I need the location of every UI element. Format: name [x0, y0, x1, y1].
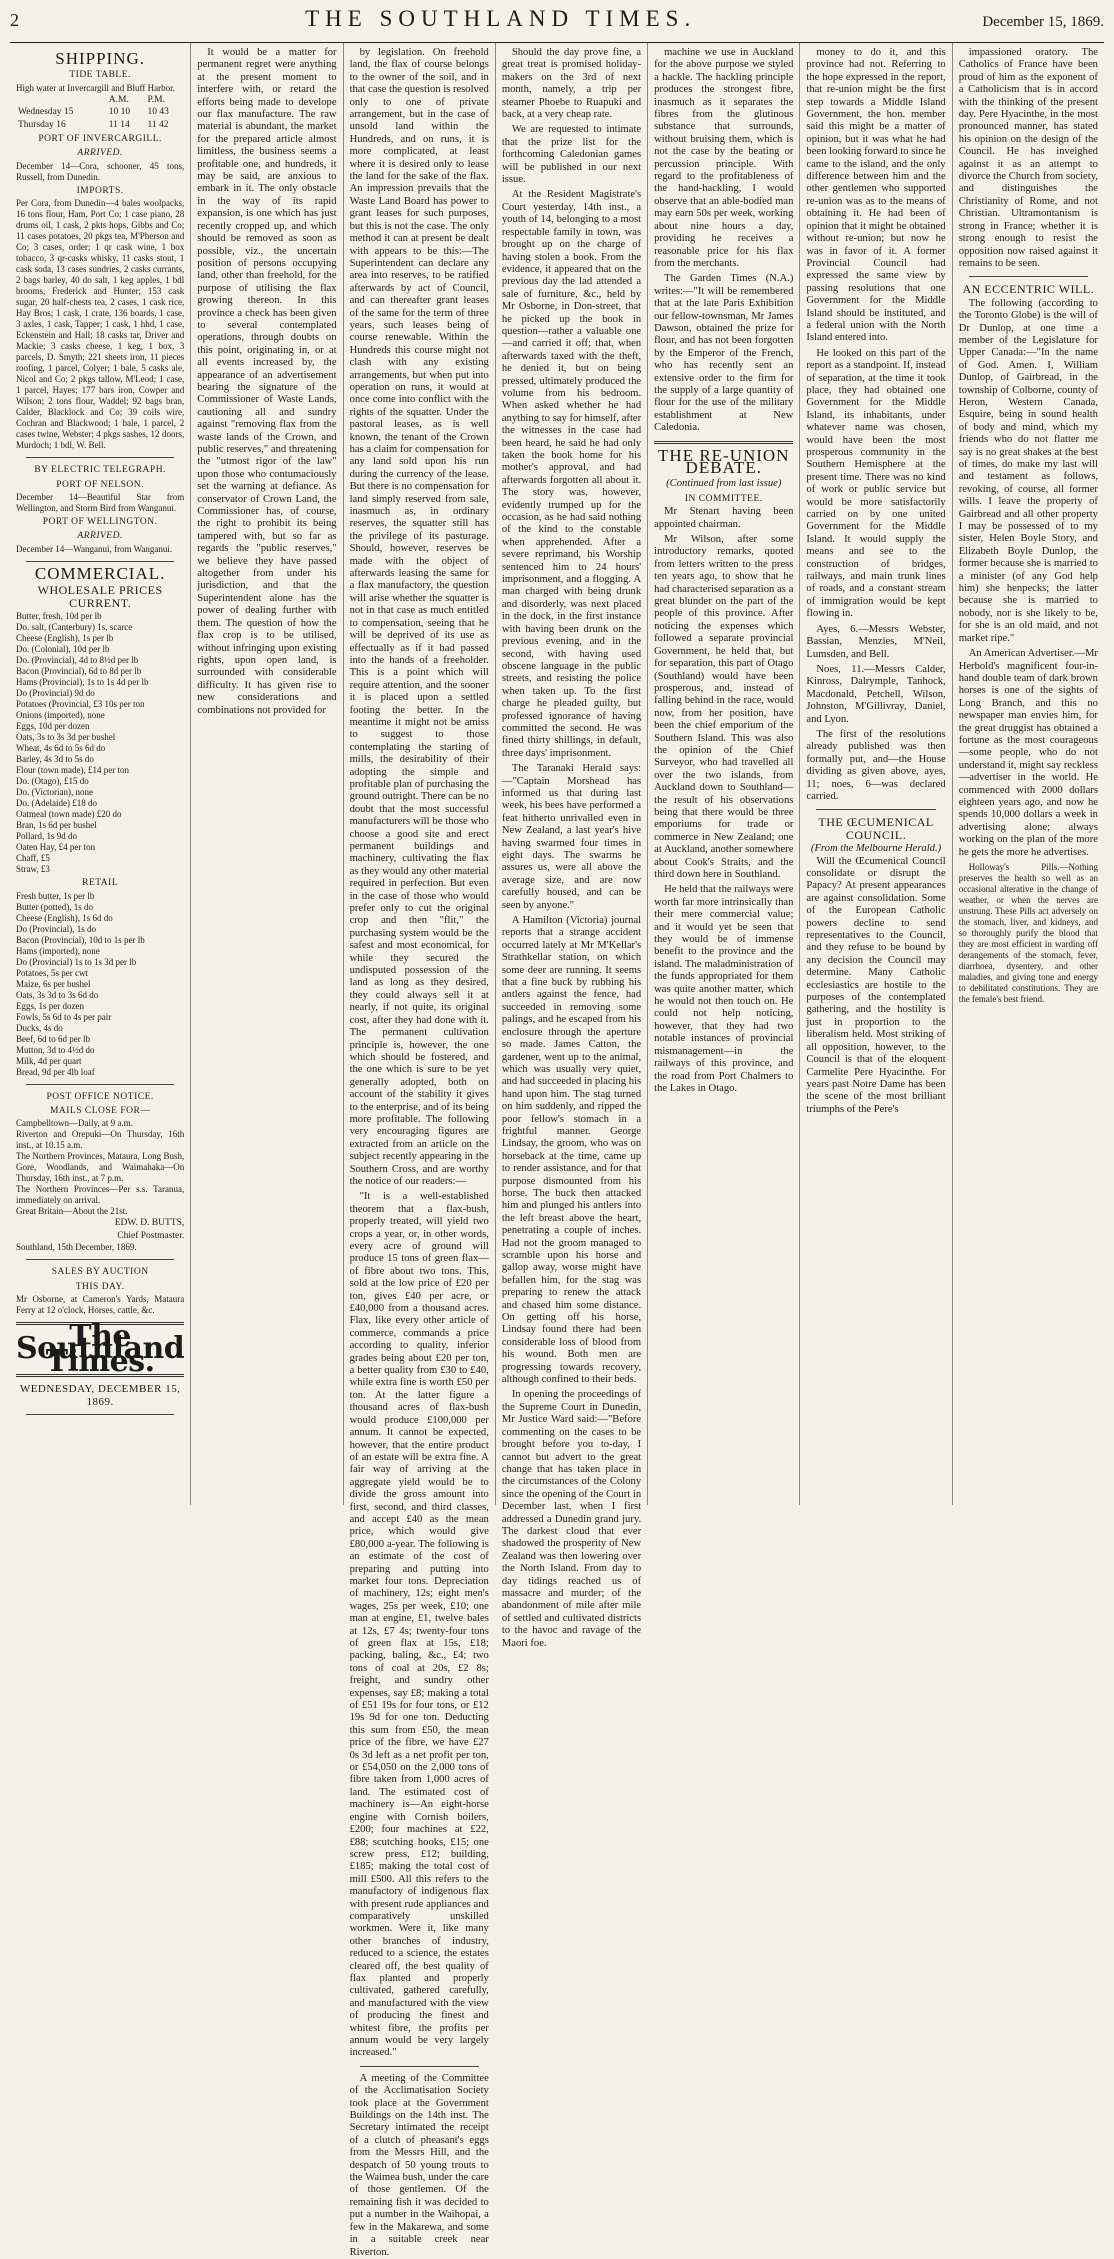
divider: [969, 276, 1088, 277]
table-cell: A.M.: [108, 94, 129, 105]
column-6: [800, 43, 952, 1505]
list-item: Milk, 4d per quart: [16, 1055, 82, 1066]
table-row: [16, 119, 184, 131]
list-item: Wheat, 4s 6d to 5s 6d do: [16, 743, 106, 754]
committee-heading: IN COMMITTEE.: [684, 493, 763, 504]
table-cell: 11 14: [108, 119, 130, 130]
list-item: Butter (potted), 1s do: [16, 901, 93, 912]
council-heading: THE ŒCUMENICAL COUNCIL.: [818, 815, 934, 842]
commercial-heading: COMMERCIAL.: [34, 563, 166, 583]
page-number: 2: [10, 10, 19, 30]
article-paragraph: Mr Wilson, after some introductory remarks, quoted from letters written to the press ten years ago, to show that he had characterised separation as a great blunder on the part of the people of this province. After noticing the expenses which followed a separate provincial Government, he held that, but for separation, this part of Otago (Southland) would have been prosperous, and, instead of falling behind in the race, would now, from her position, have been the chief emporium of the Southern Island. This was also the opinion of the Chief Surveyor, who had travelled all over the two islands, from Auckland down to Southland—the result of his observations being that there would be three emporiums for trade or commerce in New Zealand; one at Auckland, another somewhere about Cook's Straits, and the third down here in Southland.: [654, 534, 794, 880]
list-item: Fowls, 5s 6d to 4s per pair: [16, 1011, 112, 1022]
table-row: [16, 94, 184, 106]
post-subheading: MAILS CLOSE FOR—: [49, 1105, 151, 1116]
list-item: Beef, 6d to 6d per lb: [16, 1033, 90, 1044]
table-cell: 10 43: [147, 107, 169, 118]
list-item: Fresh butter, 1s per lb: [16, 890, 95, 901]
post-lines: [16, 1118, 184, 1217]
nelson-heading: PORT OF NELSON.: [56, 479, 145, 490]
table-cell: Thursday 16: [18, 119, 66, 130]
list-item: Oats, 3s 3d to 3s 6d do: [16, 989, 99, 1000]
sales-subheading: THIS DAY.: [75, 1281, 125, 1292]
list-item: Pollard, 1s 9d do: [16, 831, 78, 842]
article-paragraph: He held that the railways were worth far more intrinsically than their mere commercial value; and it would yet be seen that they would be of immense benefit to the province and the island. The maladministration of the funds appropriated for them was quite another matter, which he would not then touch on. He could not help noticing, however, that they had two notable instances of provincial mismanagement—in the railways of this province, and the road from Port Chalmers to the Lakes in Otago.: [654, 884, 794, 1094]
list-item: Hams (imported), none: [16, 945, 100, 956]
article-paragraph: It would be a matter for permanent regret were anything at the present moment to interfere with, or retard the efforts being made to develope our flax manufacture. The raw material is abundant, the market for the prepared article almost limitless, the business seems a profitable one, and hundreds, it may be said, are anxious to embark in it. The only obstacle in the way of its rapid expansion, is one which has just recently cropped up, and which should be removed as soon as possible, viz., the uncertain position of persons occupying land, other than freehold, for the purpose of utilising the flax growing thereon. In this province a check has been given to several contemplated operations, through doubts on this point, originating in, or at all events increased by, the appearance of an advertisement bearing the signature of the Commissioner of Waste Lands, cautioning all and sundry against "removing flax from the waste lands of the Crown, and public reserves," and threatening the "utmost rigor of the law" upon those who contumaciously set the warning at defiance. As conservator of Crown Land, the Commissioner has, of course, the right to prohibit its being tampered with, but so far as regards the "public reserves," we believe they have passed altogether from under his jurisdiction, and that the Superintendent alone has the power of dealing further with them. The question of how the flax crop is to be utilised, without infringing upon existing rights, upon open land, is surrounded with considerable difficulty. It has given rise to new considerations and combinations not provided for: [197, 47, 337, 716]
list-item: Eggs, 1s per dozen: [16, 1000, 84, 1011]
sales-text: Mr Osborne, at Cameron's Yards, Mataura Ferry at 12 o'clock, Horses, cattle, &c.: [16, 1293, 185, 1315]
port-heading: PORT OF INVERCARGILL.: [38, 134, 162, 145]
article-paragraph: Will the Œcumenical Council consolidate or disrupt the Papacy? At present appearances are against consolidation. Some of the European Catholic powers decline to send representatives to the Council, and they refuse to be bound by any decision the Council may determine. Many Catholic ecclesiastics are hostile to the purposes of the contemplated gathering, and the hostility is just in proportion to the liberalism held. Most striking of all opposition, however, to the Council is that of the eloquent Carmelite Pere Hyacinthe. For years past Notre Dame has been the scene of the most brilliant triumphs of the Pere's: [806, 855, 946, 1115]
list-item: Do (Provincial) 9d do: [16, 688, 95, 699]
continued-note: (Continued from last issue): [666, 478, 782, 490]
tide-table: [16, 94, 184, 131]
column-7: [953, 43, 1104, 1505]
list-item: Flour (town made), £14 per ton: [16, 765, 129, 776]
article-paragraph: Holloway's Pills.—Nothing preserves the health so well as an occasional alterative in the change of weather, or when the nerves are unstrung. These Pills act adversely on the stomach, liver, and kidneys, and so thoroughly purify the blood that they are most efficient in warding off derangements of the stomach, fever, diarrhoea, dysentery, and other maladies, and giving tone and energy to debilitated constitutions. They are the female's best friend.: [958, 862, 1098, 1004]
column-5: [648, 43, 800, 1505]
list-item: Potatoes, 5s per cwt: [16, 967, 88, 978]
list-item: Oatmeal (town made) £20 do: [16, 809, 122, 820]
column-1: [10, 43, 191, 1505]
table-cell: 10 10: [108, 107, 131, 118]
imports-heading: IMPORTS.: [76, 185, 124, 196]
page-header: [10, 0, 1104, 43]
list-item: Cheese (English), 1s 6d do: [16, 912, 113, 923]
article-paragraph: A meeting of the Committee of the Acclimatisation Society took place at the Government Buildings on the 14th inst. The Secretary intimated the receipt of a clutch of pheasant's eggs from the Messrs Hill, and the despatch of 50 young trouts to the Waimea bush, under the care of those gentlemen. Of the remaining fish it was decided to put a number in the Waihopai, a few in the Makarewa, and some in a suitable creek near Riverton.: [349, 2072, 489, 2258]
article-paragraph: The following (according to the Toronto Globe) is the will of Dr Dunlop, at one time a member of the Legislature for Upper Canada:—"In the name of God. Amen. I, William Dunlop, of Gairbread, in the township of Colborne, county of Heron, Western Canada, Esquire, being in sound health of body and mind, which my friends who do not flatter me say is no great shakes at the best of times, do make my last will and testament as follows, revoking, of course, all former wills. I leave the property of Gairbread and all other property I may be possessed of to my sister, Helen Boyle Story, and Elizabeth Boyle Dunlop, the former because she is married to a minister (of any God help him) she henpecks; the latter because she is married to nobody, nor is she likely to be, for she is an old maid, and not market ripe.": [958, 297, 1098, 644]
wellington-arrived: ARRIVED.: [77, 531, 123, 542]
page-date: December 15, 1869.: [982, 14, 1104, 30]
post-date: Southland, 15th December, 1869.: [16, 1242, 137, 1253]
arrival-text: December 14—Cora, schooner, 45 tons, Russell, from Dunedin.: [16, 160, 185, 182]
article-paragraph: In opening the proceedings of the Supreme Court in Dunedin, Mr Justice Ward said:—"Before commenting on the cases to be brought before you to-day, I cannot but advert to the great change that has taken place in the circumstances of the Colony since the opening of the Court in December last, when I first addressed a Dunedin grand jury. The darkest cloud that ever shadowed the prosperity of New Zealand was then lowering over the North Island. From day to day tidings reached us of massacre and murder; of the abandonment of mile after mile of settled and cultivated districts to the havoc and ravage of the Maori foe.: [501, 1389, 642, 1649]
tide-heading: TIDE TABLE.: [69, 70, 131, 81]
wholesale-list: [16, 611, 184, 875]
list-item: Do. (Victorian), none: [16, 787, 93, 798]
article-paragraph: impassioned oratory. The Catholics of France have been proud of him as the exponent of a Catholicism that is in accord with the thinking of the present day. Pere Hyacinthe, in the most pronounced manner, has stated his opinion on the design of the Council. He has inveighed against it as an attempt to divorce the Church from society, and distinguishes the Christianity of Rome, and not Christian. Ultramontanism is strong in France; whether it is strong enough to resist the opposition now raised against it remains to be seen.: [958, 47, 1098, 269]
postmaster-name: EDW. D. BUTTS,: [114, 1218, 185, 1229]
arrived-heading: ARRIVED.: [77, 148, 123, 159]
table-cell: P.M.: [147, 94, 165, 105]
article-paragraph: Should the day prove fine, a great treat is promised holiday-makers on the 3rd of next month, namely, a trip per steamer Phoebe to Ruapuki and back, at a very cheap rate.: [501, 47, 642, 121]
list-item: Oats, 3s to 3s 3d per bushel: [16, 732, 116, 743]
list-item: Butter, fresh, 10d per lb: [16, 611, 102, 622]
list-item: Hams (Provincial), 1s to 1s 4d per lb: [16, 677, 149, 688]
list-item: Oaten Hay, £4 per ton: [16, 842, 96, 853]
column-3: [344, 43, 496, 2258]
list-item: Campbelltown—Daily, at 9 a.m.: [16, 1118, 133, 1129]
list-item: Bacon (Provincial), 6d to 8d per lb: [16, 666, 142, 677]
divider: [26, 1414, 174, 1415]
list-item: Riverton and Orepuki—On Thursday, 16th inst., at 10.15 a.m.: [16, 1129, 185, 1151]
list-item: Mutton, 3d to 4½d do: [16, 1044, 95, 1055]
article-paragraph: money to do it, and this province had not. Referring to the hope expressed in the report, that re-union might be the first step towards a Middle Island Government, the hon. member said this might be a matter of opinion, but it was what he had been looking forward to since he came to the island, and the only difference between him and the other gentlemen who supported re-union was as to the means of obtaining it. He had been of opinion that it might be obtained without re-union; but now he was in favor of it. A former Provincial Council had expressed the same view by passing resolutions that one Government for the Middle Island should be instituted, and a federal union with the North Island entered into.: [806, 47, 946, 344]
list-item: Do. (Provincial), 4d to 8½d per lb: [16, 655, 139, 666]
article-paragraph: by legislation. On freehold land, the flax of course belongs to the owner of the soil, and in that case the question is resolved only to one of private arrangement, but in the case of unsold land within the Hundreds, and on runs, it is more complicated, at least where it is desired only to lease the land for the sake of the flax. An impression prevails that the Waste Land Board has power to grant leases for such purposes, but this is not the case. The only method it can at present be dealt with appears to be this:—The Superintendent can declare any area into reserves, to be ratified afterwards by act of Council, and can thereafter grant leases of the same for the term of three years, such leases being of course renewable. Within the Hundreds this course might not clash with any existing arrangements, but when put into operation on runs, it would at once come into conflict with the rights of the squatter. Under the pastoral leases, as is well known, the tenant of the Crown has a claim for compensation for any land sold upon his run during the currency of the lease. But there is no compensation for land simply reserved from sale, inasmuch as, in ordinary reserves, the squatter still has the privilege of its pasturage. Should, however, reserves be made with the object of afterwards leasing the same for a flax manufactory, the question will arise whether the squatter is not in that case as much entitled to compensation, seeing that he will be deprived of its use as effectually as if it had passed into the hands of a freeholder. This is a point which will require attention, and the sooner it is placed upon a settled footing the better. In the meantime it might not be amiss to suggest to those contemplating the starting of mills, the desirability of their adopting the simple and profitable plan of purchasing the ground outright. There can be no doubt that the most successful manufacturers will be those who choose a good site and erect permanent buildings and machinery, cultivating the flax as they would any other material required in perfection. But even in the case of those who would prefer only to cut the original crop and then "flit," the purchasing system would be the safest and most economical, for while they secured the undisputed possession of the land as long as they desired, they could always sell it at nearly, if not quite, its original cost, after they had done with it. The permanent cultivation principle is, however, the one which should be fostered, and the one which is sure to be yet generally adopted, both on account of the stability it gives to the enterprise, and of its being more profitable. The following very encouraging figures are extracted from an article on the subject recently appearing in the Southern Cross, and are worthy the notice of our readers:—: [349, 47, 489, 1187]
article-paragraph: The Taranaki Herald says:—"Captain Morshead has informed us that during last week, his bees have performed a feat hitherto unrivalled even in New Zealand, a last year's hive having swarmed four times in eight days. The swarms he assures us, were all above the average size, and are now carefully housed, and can be seen by anyone.": [501, 763, 642, 911]
list-item: Chaff, £5: [16, 853, 50, 864]
divider: [26, 1259, 174, 1260]
list-item: Do. salt, (Canterbury) 1s, scarce: [16, 622, 133, 633]
article-paragraph: machine we use in Auckland for the above purpose we styled a hackle. The hackling principle produces the strongest fibre, inasmuch as it separates the fibres from the glutinous substance that surrounds, without bruising them, which is not the case by the beating or percussion principle. With regard to the profitableness of the hand-hackling, I would observe that an able-bodied man may earn 50s per week, working about nine hours a day, providing he receives a reasonable price for his flax from the merchants.: [654, 47, 794, 269]
list-item: Do. (Colonial), 10d per lb: [16, 644, 110, 655]
table-cell: [16, 94, 107, 106]
list-item: Do. (Adelaide) £18 do: [16, 798, 97, 809]
eccentric-will-heading: AN ECCENTRIC WILL.: [962, 282, 1095, 297]
divider: [360, 2066, 479, 2067]
article-paragraph: "It is a well-established theorem that a flax-bush, properly treated, will yield two crops a year, or, in other words, every acre of ground will produce 15 tons of green flax—of fibre about two tons. This, sold at the low price of £20 per ton, gives £40 per acre, or £40,000 from a thousand acres. Flax, like every other article of commerce, commands a price according to quality, inferior grades being about £20 per ton, a better quality from £30 to £40, while extra fine is worth £50 per ton. At the latter figure a thousand acres of flax-bush would produce £100,000 per annum. It cannot be expected, however, that the entire product of an estate will be extra fine. A fair way of arriving at the aggregate yield would be to divide the gross amount into first, second, and third classes, and accept £40 as the mean price, which would give £80,000 a-year. The following is an estimate of the cost of preparing and putting into market four tons. Depreciation of machinery, 12s; eight men's wages, 25s per week, £10; one man at engine, £1, twelve bales at 12s, £7 4s; twenty-four tons of green flax at 15s, £18; packing, baling, &c., £4; two tons of coal at 20s, £2 8s; freight, and sundry other expenses, say £8; making a total of £51 19s for four tons, or £12 19s 9d for one ton. Deducting this sum from £50, the mean price of the fibre, we have £27 0s 3d left as a net profit per ton, or £54,050 on the 2,000 tons of fibre taken from 1,000 acres of land. The estimated cost of machinery is—An eight-horse engine with Cornish boilers, £200; four machines at £22, £88; scutching hooks, £15; one screw press, £12; building, £185; making the total cost of mill £500. All this refers to the manufactory of indigenous flax with present rude appliances and comparatively unskilled workmen. Were it, like many other branches of industry, reduced to a science, the estates cleared off, the best quality of flax planted and properly cultivated, gathered carefully, and manufactured with the view of producing the finest and whitest fibre, the profits per annum would be very largely increased.": [349, 1191, 489, 2059]
list-item: Bran, 1s 6d per bushel: [16, 820, 97, 831]
list-item: Cheese (English), 1s per lb: [16, 633, 114, 644]
article-paragraph: Mr Stenart having been appointed chairman.: [654, 506, 794, 530]
list-item: Great Britain—About the 21st.: [16, 1206, 128, 1217]
reunion-heading: THE RE-UNION DEBATE.: [658, 445, 790, 477]
wellington-heading: PORT OF WELLINGTON.: [42, 517, 158, 528]
dateline: WEDNESDAY, DECEMBER 15, 1869.: [19, 1383, 181, 1408]
list-item: Do (Provincial) 1s to 1s 3d per lb: [16, 956, 137, 967]
divider: [654, 441, 793, 444]
tide-note: High water at Invercargill and Bluff Harbor.: [16, 82, 175, 93]
table-cell: 11 42: [147, 119, 169, 130]
list-item: Onions (imported), none: [16, 710, 105, 721]
list-item: Do. (Otago), £15 do: [16, 776, 89, 787]
wellington-text: December 14—Wanganui, from Wanganui.: [16, 543, 173, 554]
sales-heading: SALES BY AUCTION: [51, 1267, 149, 1278]
article-paragraph: He looked on this part of the report as a standpoint. If, instead of separation, at the time it took place, they had obtained one Government for the Middle Island, its inhabitants, under whatever name was chosen, would have been the most prosperous community in the Southern Hemisphere at the present time. There was no kind of work or public service but would be more satisfactorily carried on by one united Government for the Middle Island. It would supply the means and see to the construction of bridges, railways, and main trunk lines of roads, and a constant stream of immigration would be kept flowing in.: [806, 347, 946, 620]
divider: [26, 561, 174, 562]
telegraph-heading: BY ELECTRIC TELEGRAPH.: [34, 465, 166, 476]
article-paragraph: The first of the resolutions already published was then formally put, and—the House dividing as given above, ayes, 11; noes, 6—was declared carried.: [806, 728, 946, 802]
post-heading: POST OFFICE NOTICE.: [46, 1091, 154, 1102]
list-item: Ducks, 4s do: [16, 1022, 63, 1033]
columns: [10, 43, 1104, 2258]
source-note: (From the Melbourne Herald.): [810, 843, 942, 855]
divider: [816, 809, 935, 810]
list-item: The Northern Provinces, Mataura, Long Bush, Gore, Woodlands, and Waimahaka—On Thursday, 16th inst., at 7 p.m.: [16, 1151, 185, 1184]
article-paragraph: We are requested to intimate that the prize list for the forthcoming Caledonian games will be published in our next issue.: [501, 124, 642, 186]
article-paragraph: The Garden Times (N.A.) writes:—"It will be remembered that at the late Paris Exhibition our fellow-townsman, Mr James Dawson, obtained the prize for flour, and has not been forgotten by the Emperor of the French, who has recently sent an extensive order to the firm for the supply of a large quantity of flour for the use of the military establishment at New Caledonia.: [654, 273, 794, 434]
retail-heading: RETAIL: [82, 878, 119, 889]
article-paragraph: Noes, 11.—Messrs Calder, Kinross, Dalrymple, Tanhock, Macdonald, Petchell, Wilson, Johnston, M'Gillivray, Daniel, and Lyon.: [806, 663, 946, 725]
article-paragraph: Ayes, 6.—Messrs Webster, Bassian, Menzies, M'Neil, Lumsden, and Bell.: [806, 623, 946, 660]
nelson-text: December 14—Beautiful Star from Wellington, and Storm Bird from Wanganui.: [16, 492, 185, 514]
list-item: Bacon (Provincial), 10d to 1s per lb: [16, 934, 145, 945]
column-2: [191, 43, 343, 1505]
postmaster-title: Chief Postmaster.: [117, 1230, 185, 1241]
retail-list: [16, 891, 184, 1078]
list-item: Maize, 6s per bushel: [16, 978, 91, 989]
article-paragraph: An American Advertiser.—Mr Herbold's magnificent four-in-hand double team of dark brown horses is one of the sights of Long Branch, and this no newspaper man envies him, for the great druggist has obtained a fortune as the most courageous—some people, who do not understand it, might say reckless—advertiser in the world. He commenced with 2000 dollars eighteen years ago, and now he spends 10,000 dollars a week in advertising alone; always working on the plan of the more he gets the more he advertises.: [958, 648, 1098, 858]
column-4: [496, 43, 648, 1649]
list-item: Bread, 9d per 4lb loaf: [16, 1066, 95, 1077]
masthead: The Southland Times.: [16, 1318, 185, 1379]
running-title: THE SOUTHLAND TIMES.: [305, 6, 697, 31]
list-item: Eggs, 10d per dozen: [16, 721, 90, 732]
table-cell: Wednesday 15: [18, 107, 74, 118]
wholesale-heading: WHOLESALE PRICES CURRENT.: [37, 583, 163, 610]
article-paragraph: At the Resident Magistrate's Court yesterday, 14th inst., a youth of 14, belonging to a most respectable family in town, was brought up on the charge of having stolen a book. From the evidence, it appeared that on the previous day the lad attended a sale of furniture, &c., held by Mr Osborne, in Don-street, that he picked up the book in question—rather a valuable one—and carried it off; that, when afterwards taxed with the theft, he denied it, but on being pressed, ultimately produced the volume from his bedroom. When asked whether he had anything to say for himself, after the witnesses in the case had been heard, he said he had only taken the book home for his mother's approval, and had afterwards forgotten all about it. The story was, however, evidently trumped up for the occasion, as he had said nothing of the kind to the constable when apprehended. After a severe reprimand, his Worship sentenced him to 24 hours' imprisonment, and a flogging. A man charged with being drunk and disorderly, was next placed in the dock, in the first instance with having been drunk on the previous evening, and in the second, with having used obscene language in the public streets, and resisting the police when taken up. To the first charge he pleaded guilty, but professed ignorance of having committed the second. He was fined thirty shillings, in default, three days' imprisonment.: [501, 189, 642, 759]
shipping-heading: SHIPPING.: [55, 49, 146, 68]
table-row: [16, 106, 184, 118]
list-item: Potatoes (Provincial, £3 10s per ton: [16, 699, 145, 710]
list-item: Do (Provincial), 1s do: [16, 923, 96, 934]
imports-text: Per Cora, from Dunedin—4 bales woolpacks, 16 tons flour, Ham, Port Co; 1 case piano, 28 drums oil, 1 cask, 2 pkts hops, Gibbs and Co; 11 cases potatoes, 20 pkgs tea, M'Pherson and Co; 3 cases, order; 1 qr cask wine, 1 box tobacco, 3 qr-casks whisky, 11 casks stout, 1 cask soda, 13 cases sundries, 2 casks currants, 2 bags barley, 40 do salt, 1 keg apples, 1 bdl brooms, Frederick and Hunter; 153 cask sugar, 20 half-chests tea, 2 cases, 1 cask rice, Hay Bros; 1 cask, 1 crate, 136 boards, 1 case, 3 axles, 1 cask, Tapper; 1 cask, 1 hhd, 1 case, Eckenstein and Hall; 18 casks tar, Driver and Mackie; 3 casks cheese, 1 keg, 1 box, 3 parcels, D. Smyth; 221 sheets iron, 11 pieces roofing, 1 parcel, Colyer; 1 bale, 5 casks ale, Nicol and Co; 2 pkgs tallow, M'Leod; 1 case, 1 parcel, Hayes; 177 bars iron, Cowper and Wilson; 2 tons flour, Waddel; 92 bags bran, Calder, Blacklock and Co; 39 coils wire, Cochran and Blackwood; 1 bale, 1 parcel, 2 cases twine, Webster; 4 pkgs sashes, 12 doors, Murdoch; 1 bdl, W. Bell.: [16, 198, 185, 451]
divider: [26, 1084, 174, 1085]
list-item: Straw, £3: [16, 864, 50, 875]
list-item: The Northern Provinces—Per s.s. Taranua, immediately on arrival.: [16, 1184, 185, 1206]
divider: [26, 457, 174, 458]
article-paragraph: A Hamilton (Victoria) journal reports that a strange accident occurred lately at Mr M'Kellar's Strathkellar station, on which some deer are running. It seems that a fine buck by rubbing his antlers against the fence, had succeeded in removing some palings, and he escaped from his enclosure through the aperture so made. James Catton, the gardener, went up to the animal, which was usually very quiet, and had succeeded in placing his hand upon him. The stag turned on him suddenly, and ripped the poor fellow's stomach in a frightful manner. George Lindsay, the groom, who was on horseback at the time, came up to render assistance, and for that purpose dismounted from his horse. The buck then attacked him and plunged his antlers into the left breast above the heart, penetrating a couple of inches. Had not the groom managed to scramble upon his horse and gallop away, worse might have befallen him, for the stag was preparing to renew the attack and chased him some distance. On getting off his horse, Lindsay found there had been considerable loss of blood from his wound. Both men are progressing towards recovery, although confined to their beds.: [501, 915, 642, 1386]
list-item: Barley, 4s 3d to 5s do: [16, 754, 94, 765]
